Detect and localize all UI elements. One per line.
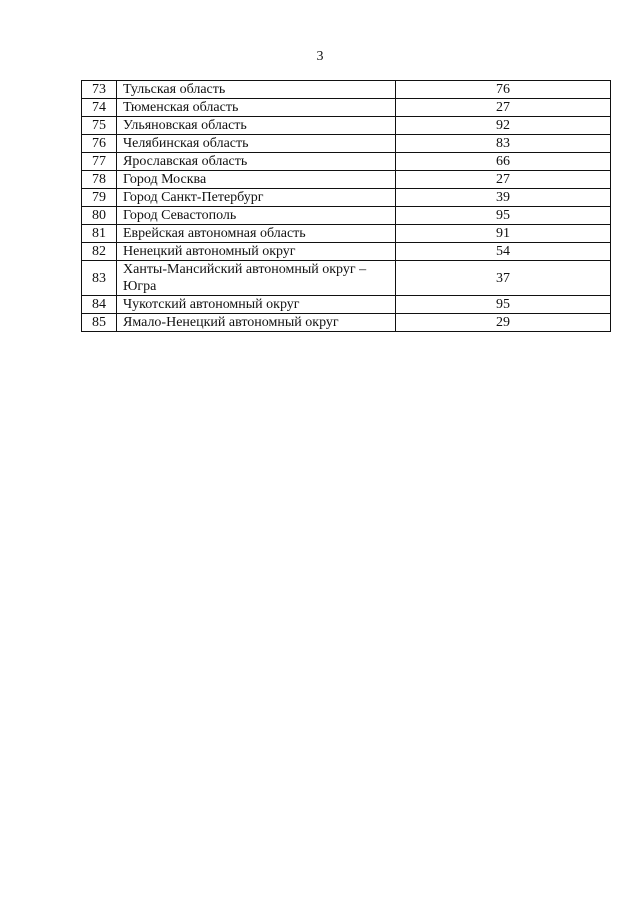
- value-cell: 91: [396, 225, 611, 243]
- row-number-cell: 83: [82, 261, 117, 296]
- table-row: [82, 117, 611, 135]
- row-number-cell: 73: [82, 81, 117, 99]
- value-cell: 27: [396, 99, 611, 117]
- value-cell: 27: [396, 171, 611, 189]
- row-number-cell: 78: [82, 171, 117, 189]
- region-name-cell: Город Севастополь: [117, 207, 396, 225]
- value-cell: 92: [396, 117, 611, 135]
- region-name-cell: Ульяновская область: [117, 117, 396, 135]
- region-name-cell: Тульская область: [117, 81, 396, 99]
- value-cell: 95: [396, 296, 611, 314]
- table-row: [82, 261, 611, 296]
- value-cell: 54: [396, 243, 611, 261]
- page-number: 3: [316, 49, 324, 64]
- table-row: [82, 296, 611, 314]
- region-name-cell: Ямало-Ненецкий автономный округ: [117, 314, 396, 332]
- table-row: [82, 243, 611, 261]
- value-cell: 39: [396, 189, 611, 207]
- region-name-cell: Чукотский автономный округ: [117, 296, 396, 314]
- region-name-cell: Еврейская автономная область: [117, 225, 396, 243]
- value-cell: 37: [396, 261, 611, 296]
- table-row: [82, 153, 611, 171]
- row-number-cell: 81: [82, 225, 117, 243]
- region-name-cell: Челябинская область: [117, 135, 396, 153]
- value-cell: 29: [396, 314, 611, 332]
- row-number-cell: 85: [82, 314, 117, 332]
- row-number-cell: 79: [82, 189, 117, 207]
- table-row: [82, 171, 611, 189]
- region-name-cell: Город Санкт-Петербург: [117, 189, 396, 207]
- table-row: [82, 189, 611, 207]
- table-row: [82, 207, 611, 225]
- table-row: [82, 135, 611, 153]
- region-name-cell: Ненецкий автономный округ: [117, 243, 396, 261]
- value-cell: 95: [396, 207, 611, 225]
- table-row: [82, 81, 611, 99]
- region-name-cell: Ханты-Мансийский автономный округ – Югра: [117, 261, 396, 296]
- row-number-cell: 80: [82, 207, 117, 225]
- row-number-cell: 77: [82, 153, 117, 171]
- value-cell: 66: [396, 153, 611, 171]
- regions-table-body: [82, 81, 611, 332]
- row-number-cell: 74: [82, 99, 117, 117]
- region-name-cell: Тюменская область: [117, 99, 396, 117]
- regions-table: [81, 80, 611, 332]
- table-row: [82, 314, 611, 332]
- region-name-cell: Город Москва: [117, 171, 396, 189]
- region-name-cell: Ярославская область: [117, 153, 396, 171]
- value-cell: 76: [396, 81, 611, 99]
- row-number-cell: 76: [82, 135, 117, 153]
- row-number-cell: 82: [82, 243, 117, 261]
- row-number-cell: 75: [82, 117, 117, 135]
- table-row: [82, 99, 611, 117]
- table-row: [82, 225, 611, 243]
- row-number-cell: 84: [82, 296, 117, 314]
- value-cell: 83: [396, 135, 611, 153]
